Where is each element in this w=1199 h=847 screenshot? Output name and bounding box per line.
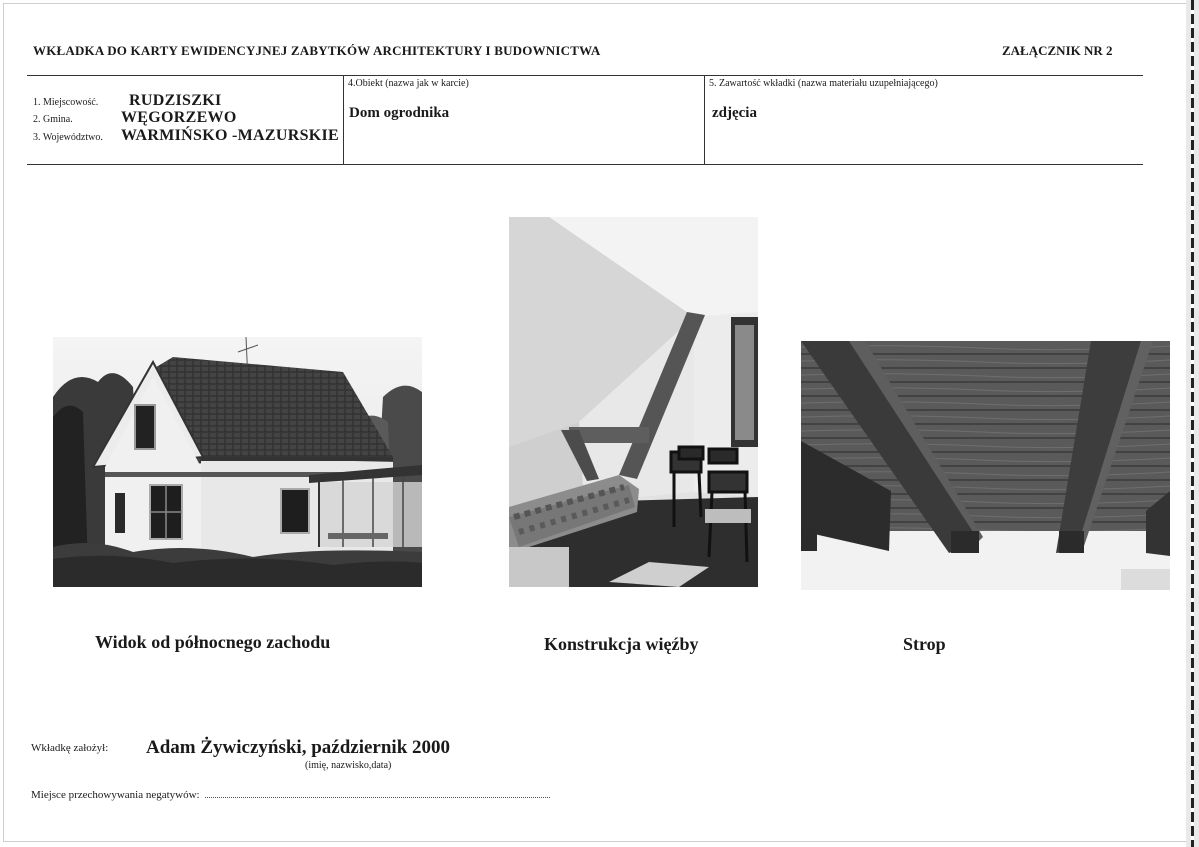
wojewodztwo-label: 3. Województwo. bbox=[33, 132, 103, 143]
miejscowosc-value: RUDZISZKI bbox=[129, 92, 222, 109]
gmina-value: WĘGORZEWO bbox=[121, 109, 237, 126]
created-by-label: Wkładkę założył: bbox=[31, 742, 109, 754]
annex-number: ZAŁĄCZNIK NR 2 bbox=[1002, 43, 1113, 58]
miejscowosc-label: 1. Miejscowość. bbox=[33, 97, 99, 108]
negatives-location-field bbox=[205, 797, 550, 798]
table-divider-2 bbox=[704, 75, 705, 165]
photo-caption-1: Widok od północnego zachodu bbox=[95, 632, 331, 652]
photo-caption-2: Konstrukcja więźby bbox=[544, 634, 699, 654]
negatives-location-label: Miejsce przechowywania negatywów: bbox=[31, 789, 200, 801]
photo-caption-3: Strop bbox=[903, 634, 946, 654]
gmina-label: 2. Gmina. bbox=[33, 114, 73, 125]
scan-edge bbox=[1186, 0, 1199, 847]
object-value: Dom ogrodnika bbox=[349, 105, 450, 121]
created-by-value: Adam Żywiczyński, październik 2000 bbox=[146, 737, 451, 758]
attic-interior-photo bbox=[509, 217, 758, 587]
contents-label: 5. Zawartość wkładki (nazwa materiału uzupełniającego) bbox=[709, 78, 938, 89]
object-label: 4.Obiekt (nazwa jak w karcie) bbox=[348, 78, 469, 89]
wooden-ceiling-photo bbox=[801, 341, 1170, 590]
table-top-line bbox=[27, 75, 1143, 76]
house-exterior-photo bbox=[53, 337, 422, 587]
created-by-hint: (imię, nazwisko,data) bbox=[305, 760, 392, 771]
table-divider-1 bbox=[343, 75, 344, 165]
wojewodztwo-value: WARMIŃSKO -MAZURSKIE bbox=[121, 127, 340, 144]
document-title: WKŁADKA DO KARTY EWIDENCYJNEJ ZABYTKÓW ARCHITEKTURY I BUDOWNICTWA bbox=[33, 43, 601, 58]
contents-value: zdjęcia bbox=[712, 105, 757, 121]
table-bottom-line bbox=[27, 164, 1143, 165]
